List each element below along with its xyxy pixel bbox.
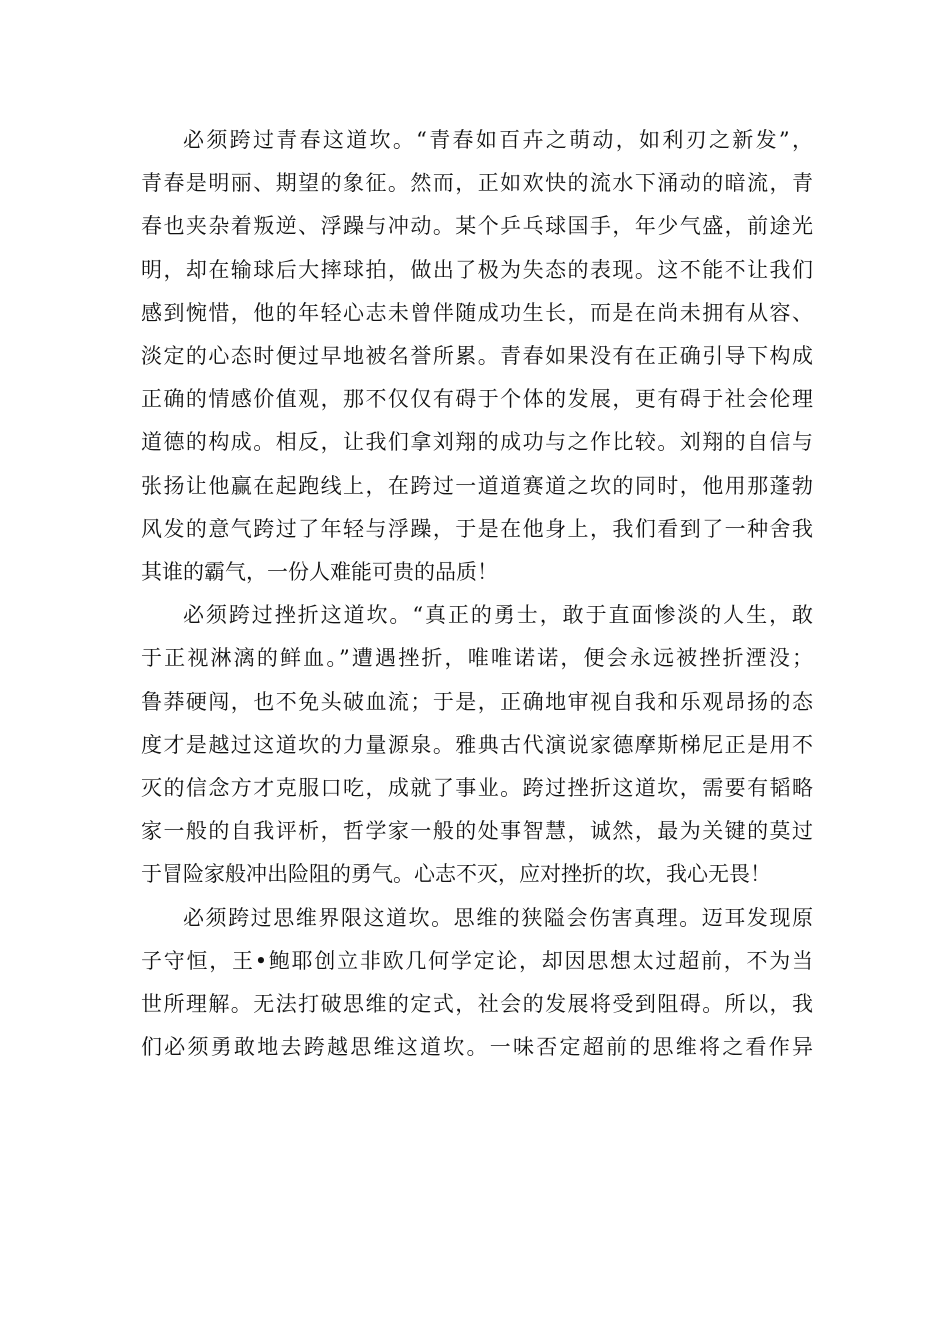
paragraph-youth [141, 119, 813, 594]
text-line: 必须跨过青春这道坎。“青春如百卉之萌动，如利刃之新发”， [183, 128, 813, 152]
text-line: 感到惋惜，他的年轻心志未曾伴随成功生长，而是在尚未拥有从容、 [141, 300, 813, 325]
text-line: 春也夹杂着叛逆、浮躁与冲动。某个乒乓球国手，年少气盛，前途光 [141, 214, 813, 239]
text-line: 世所理解。无法打破思维的定式，社会的发展将受到阻碍。所以，我 [141, 992, 813, 1017]
text-line: 张扬让他赢在起跑线上，在跨过一道道赛道之坎的同时，他用那蓬勃 [141, 473, 813, 498]
text-line: 灭的信念方才克服口吃，成就了事业。跨过挫折这道坎，需要有韬略 [141, 776, 813, 801]
paragraph-setback [141, 594, 813, 896]
text-line: 度才是越过这道坎的力量源泉。雅典古代演说家德摩斯梯尼正是用不 [141, 732, 813, 757]
text-line: 们必须勇敢地去跨越思维这道坎。一味否定超前的思维将之看作异 [141, 1035, 813, 1060]
text-line: 明，却在输球后大摔球拍，做出了极为失态的表现。这不能不让我们 [141, 257, 813, 282]
paragraph-thinking [141, 897, 813, 1070]
text-line: 道德的构成。相反，让我们拿刘翔的成功与之作比较。刘翔的自信与 [141, 430, 813, 455]
text-line: 子守恒，王•鲍耶创立非欧几何学定论，却因思想太过超前，不为当 [141, 948, 813, 973]
text-line: 风发的意气跨过了年轻与浮躁，于是在他身上，我们看到了一种舍我 [141, 516, 813, 541]
text-line: 其谁的霸气，一份人难能可贵的品质！ [141, 560, 498, 585]
text-line: 必须跨过挫折这道坎。“真正的勇士，敢于直面惨淡的人生，敢 [183, 603, 813, 628]
text-line: 于正视淋漓的鲜血。”遭遇挫折，唯唯诺诺，便会永远被挫折湮没； [141, 646, 813, 671]
text-line: 必须跨过思维界限这道坎。思维的狭隘会伤害真理。迈耳发现原 [183, 905, 813, 930]
text-line: 正确的情感价值观，那不仅仅有碍于个体的发展，更有碍于社会伦理 [141, 387, 813, 412]
text-line: 于冒险家般冲出险阻的勇气。心志不灭，应对挫折的坎，我心无畏！ [141, 862, 771, 887]
text-line: 家一般的自我评析，哲学家一般的处事智慧，诚然，最为关键的莫过 [141, 819, 813, 844]
essay-body [141, 119, 813, 1069]
text-line: 淡定的心态时便过早地被名誉所累。青春如果没有在正确引导下构成 [141, 344, 813, 369]
text-line: 青春是明丽、期望的象征。然而，正如欢快的流水下涌动的暗流，青 [141, 171, 813, 196]
text-line: 鲁莽硬闯，也不免头破血流；于是，正确地审视自我和乐观昂扬的态 [141, 689, 813, 714]
